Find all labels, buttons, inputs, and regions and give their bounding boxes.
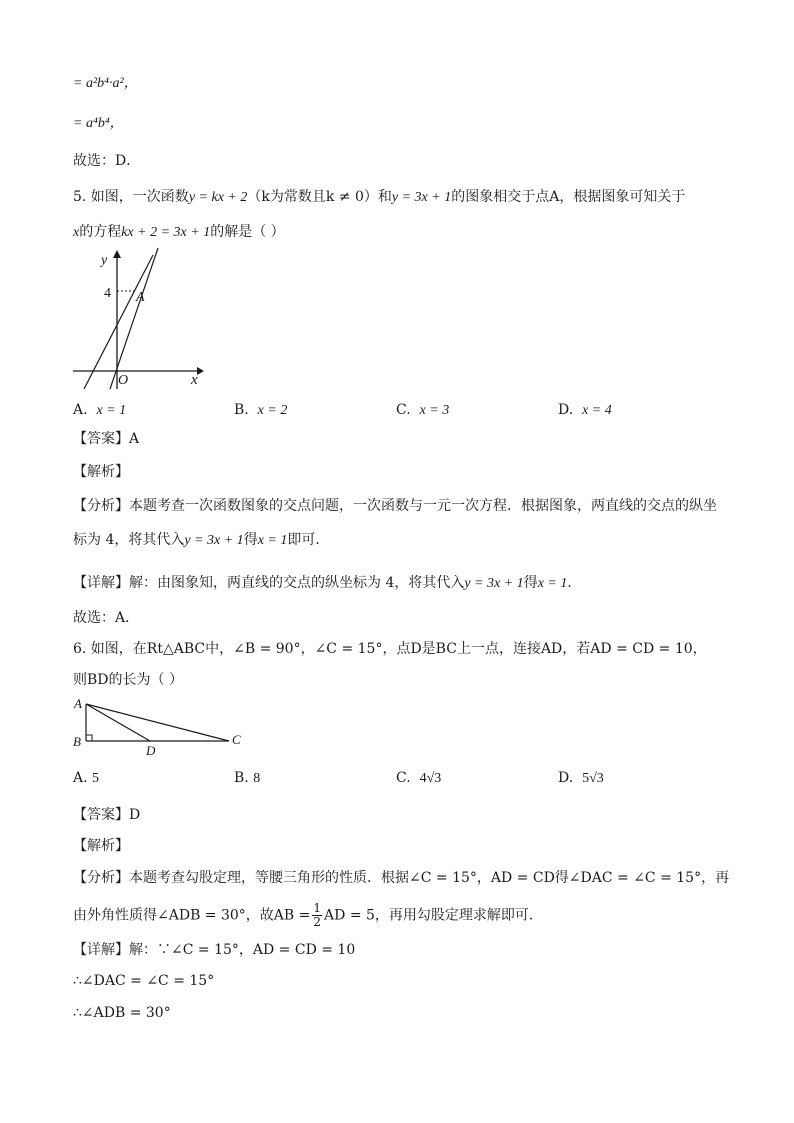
q5-option-d <box>558 400 612 421</box>
text: 由外角性质得∠ADB = 30°，故AB = <box>73 907 311 924</box>
q6-option-c <box>396 768 441 789</box>
formula: y = 3x + 1 <box>464 576 524 591</box>
option-letter: A. <box>73 770 88 786</box>
text: 标为 4，将其代入 <box>73 532 185 548</box>
q5-answer: 【答案】A <box>73 431 140 447</box>
point-a-label: A <box>136 290 145 305</box>
q5-select: 故选：A． <box>73 610 140 626</box>
q5-text-a: 5. 如图，一次函数 <box>73 189 189 205</box>
question-5-stem-line-2 <box>73 222 285 243</box>
fraction-denominator: 2 <box>313 915 322 929</box>
question-5-stem-line-1 <box>73 187 685 208</box>
q6-step-2: ∴∠ADB = 30° <box>73 1005 171 1021</box>
q6-option-a <box>73 768 99 789</box>
q6-analysis-line-1: 【分析】本题考查勾股定理，等腰三角形的性质．根据∠C = 15°，AD = CD得∠DAC = ∠C = 15°，再 <box>73 870 730 886</box>
option-text: 5 <box>92 771 100 786</box>
vertex-a-label: A <box>74 696 82 711</box>
line-kx-plus-2 <box>84 255 153 389</box>
x-axis-label: x <box>191 372 198 388</box>
option-letter: D. <box>558 770 574 786</box>
fraction-one-half <box>312 902 322 929</box>
text: 得 <box>523 575 538 591</box>
q6-step-1: ∴∠DAC = ∠C = 15° <box>73 973 215 989</box>
q5-option-b <box>234 400 287 421</box>
origin-label: O <box>118 373 129 388</box>
option-text: x = 4 <box>582 403 612 418</box>
q6-triangle-figure <box>70 694 250 760</box>
q5-equation: kx + 2 = 3x + 1 <box>121 225 211 240</box>
q6-analysis-line-2 <box>73 902 543 929</box>
q5-formula-2: y = 3x + 1 <box>391 190 452 205</box>
x-axis-arrow <box>197 367 204 375</box>
option-letter: A. <box>73 402 88 418</box>
point-d-label: D <box>146 743 156 758</box>
q5-option-c <box>396 400 449 421</box>
formula: y = 3x + 1 <box>184 533 244 548</box>
question-6-stem-line-1: 6. 如图，在Rt△ABC中，∠B = 90°，∠C = 15°，点D是BC上一点，连接AD，若AD = CD = 10， <box>73 641 707 657</box>
text: ． <box>567 575 582 591</box>
q5-text-e: 的解是（ ） <box>210 224 285 240</box>
q5-text-c: 的图象相交于点A，根据图象可知关于 <box>451 189 686 205</box>
q5-analysis-line-2 <box>73 530 329 551</box>
vertex-b-label: B <box>73 734 81 749</box>
q5-graph-figure <box>70 246 210 392</box>
option-letter: D. <box>558 402 574 418</box>
q5-xvar: x <box>73 225 80 240</box>
q5-detail <box>73 573 581 594</box>
option-letter: B. <box>234 402 249 418</box>
option-text: 5√3 <box>582 771 604 786</box>
option-letter: C. <box>396 770 411 786</box>
option-text: 4√3 <box>419 771 442 786</box>
q5-text-d: 的方程 <box>79 224 122 240</box>
option-letter: B. <box>234 770 249 786</box>
option-text: 8 <box>253 771 261 786</box>
q6-option-b <box>234 768 260 789</box>
formula: x = 1 <box>537 576 568 591</box>
segment-ad <box>86 704 150 741</box>
option-letter: C. <box>396 402 411 418</box>
formula: x = 1 <box>257 533 288 548</box>
q6-answer: 【答案】D <box>73 807 141 823</box>
text: 得 <box>243 532 258 548</box>
q5-analysis-header: 【解析】 <box>73 464 129 480</box>
q5-option-a <box>73 400 126 421</box>
solution-line-1: = a²b⁴·a²， <box>73 76 138 91</box>
right-angle-mark <box>86 735 92 741</box>
q6-analysis-header: 【解析】 <box>73 838 129 854</box>
text: 即可． <box>287 532 330 548</box>
q5-text-b: （k为常数且k ≠ 0）和 <box>247 189 392 205</box>
question-6-stem-line-2: 则BD的长为（ ） <box>73 672 183 688</box>
text: 【详解】解：由图象知，两直线的交点的纵坐标为 4，将其代入 <box>73 575 465 591</box>
text: AD = 5，再用勾股定理求解即可． <box>324 907 543 924</box>
q5-formula-1: y = kx + 2 <box>188 190 248 205</box>
segment-ac <box>86 704 229 741</box>
solution-line-2: = a⁴b⁴， <box>73 116 124 131</box>
tick-label-4: 4 <box>104 286 111 301</box>
y-axis-label: y <box>101 253 108 268</box>
y-axis-arrow <box>113 250 121 258</box>
fraction-numerator: 1 <box>313 901 322 915</box>
vertex-c-label: C <box>232 732 241 747</box>
option-text: x = 3 <box>419 403 450 418</box>
option-text: x = 1 <box>96 403 127 418</box>
q6-detail: 【详解】解：∵∠C = 15°，AD = CD = 10 <box>73 942 356 958</box>
option-text: x = 2 <box>257 403 288 418</box>
q6-option-d <box>558 768 604 789</box>
q5-analysis-line-1: 【分析】本题考查一次函数图象的交点问题，一次函数与一元一次方程．根据图象，两直线的交点的纵坐 <box>73 498 717 514</box>
answer-select-prev: 故选：D． <box>73 153 141 169</box>
